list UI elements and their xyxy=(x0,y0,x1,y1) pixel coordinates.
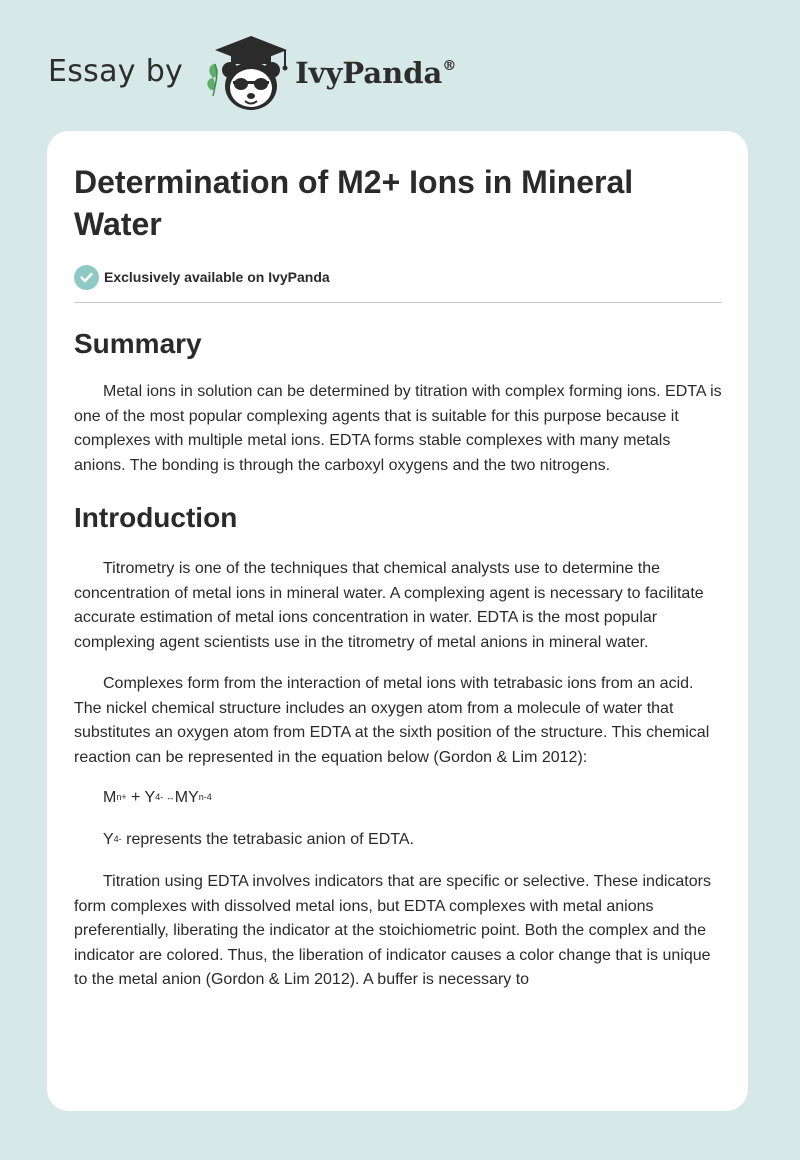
page-title: Determination of M2+ Ions in Mineral Water xyxy=(74,164,634,242)
summary-heading: Summary xyxy=(74,328,202,359)
introduction-paragraph-1: Titrometry is one of the techniques that chemical analysts use to determine the concentration of metal ions in mineral water. A complexing agent is necessary to facilitate accurate estimation of metal ions concentration in water. EDTA is the most popular complexing agent scientists use in the titrometry of metal anions in mineral water. xyxy=(74,560,704,651)
exclusive-label: Exclusively available on IvyPanda xyxy=(104,269,330,285)
introduction-paragraph-3: Titration using EDTA involves indicators that are specific or selective. These indicators form complexes with dissolved metal ions, but EDTA complexes with metal anions preferentially, liberating the indicator at the stoichiometric point. Both the complex and the indicator are colored. Thus, the liberation of indicator causes a color change that is unique to the metal anion (Gordon & Lim 2012). A buffer is necessary to xyxy=(74,873,711,988)
divider xyxy=(74,302,722,303)
site-header xyxy=(48,34,456,114)
reaction-equation: $M^{n+} + Y^{4- \leftrightarrow}MY^{n-4}$ xyxy=(103,789,212,806)
check-icon xyxy=(74,265,99,290)
essay-by-label: Essay by xyxy=(48,53,184,89)
ivypanda-logo-icon[interactable] xyxy=(201,34,291,114)
tetrabasic-note: $Y^{4-}$ represents the tetrabasic anion of EDTA. xyxy=(103,831,414,848)
exclusive-badge xyxy=(74,263,724,291)
summary-paragraph: Metal ions in solution can be determined by titration with complex forming ions. EDTA is one of the most popular complexing agents that is suitable for this purpose because it complexes with multiple metal ions. EDTA forms stable complexes with many metals anions. The bonding is through the carboxyl oxygens and the two nitrogens. xyxy=(74,383,722,474)
brand-name[interactable]: IvyPanda® xyxy=(295,56,457,90)
essay-card xyxy=(47,131,748,1111)
introduction-paragraph-2: Complexes form from the interaction of metal ions with tetrabasic ions from an acid. The nickel chemical structure includes an oxygen atom from a molecule of water that substitutes an oxygen atom from EDTA at the sixth position of the structure. This chemical reaction can be represented in the equation below (Gordon & Lim 2012): xyxy=(74,675,710,766)
introduction-heading: Introduction xyxy=(74,502,238,533)
